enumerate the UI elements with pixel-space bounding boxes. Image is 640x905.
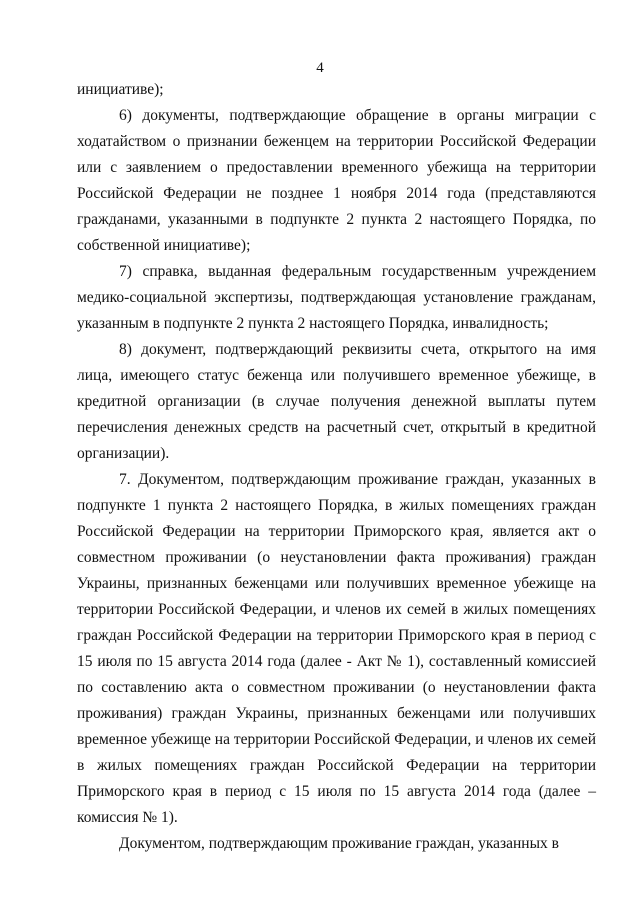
page-number: 4 bbox=[316, 60, 324, 76]
paragraph-item-7: 7) справка, выданная федеральным государственным учреждением медико-социальной экспертизы, подтверждающая установление гражданам, указанным в подпункте 2 пункта 2 настоящего Порядка, инвалидность; bbox=[77, 263, 596, 332]
document-body bbox=[77, 77, 596, 857]
paragraph-clause-7: 7. Документом, подтверждающим проживание граждан, указанных в подпункте 1 пункта 2 настоящего Порядка, в жилых помещениях граждан Российской Федерации на территории Приморского края, является акт о совместном проживании (о неустановлении факта проживания) граждан Украины, признанных беженцами или получивших временное убежище на территории Российской Федерации, и членов их семей в жилых помещениях граждан Российской Федерации на территории Приморского края в период с 15 июля по 15 августа 2014 года (далее - Акт № 1), составленный комиссией по составлению акта о совместном проживании (о неустановлении факта проживания) граждан Украины, признанных беженцами или получивших временное убежище на территории Российской Федерации, и членов их семей в жилых помещениях граждан Российской Федерации на территории Приморского края в период с 15 июля по 15 августа 2014 года (далее – комиссия № 1). bbox=[77, 471, 596, 826]
paragraph-continuation: инициативе); bbox=[77, 81, 164, 98]
paragraph-clause-7-continued: Документом, подтверждающим проживание граждан, указанных в bbox=[119, 835, 559, 852]
paragraph-item-6: 6) документы, подтверждающие обращение в органы миграции с ходатайством о признании беженцем на территории Российской Федерации или с заявлением о предоставлении временного убежища на территории Российской Федерации не позднее 1 ноября 2014 года (представляются гражданами, указанными в подпункте 2 пункта 2 настоящего Порядка, по собственной инициативе); bbox=[77, 107, 596, 254]
paragraph-item-8: 8) документ, подтверждающий реквизиты счета, открытого на имя лица, имеющего статус беженца или получившего временное убежище, в кредитной организации (в случае получения денежной выплаты путем перечисления денежных средств на расчетный счет, открытый в кредитной организации). bbox=[77, 341, 596, 462]
